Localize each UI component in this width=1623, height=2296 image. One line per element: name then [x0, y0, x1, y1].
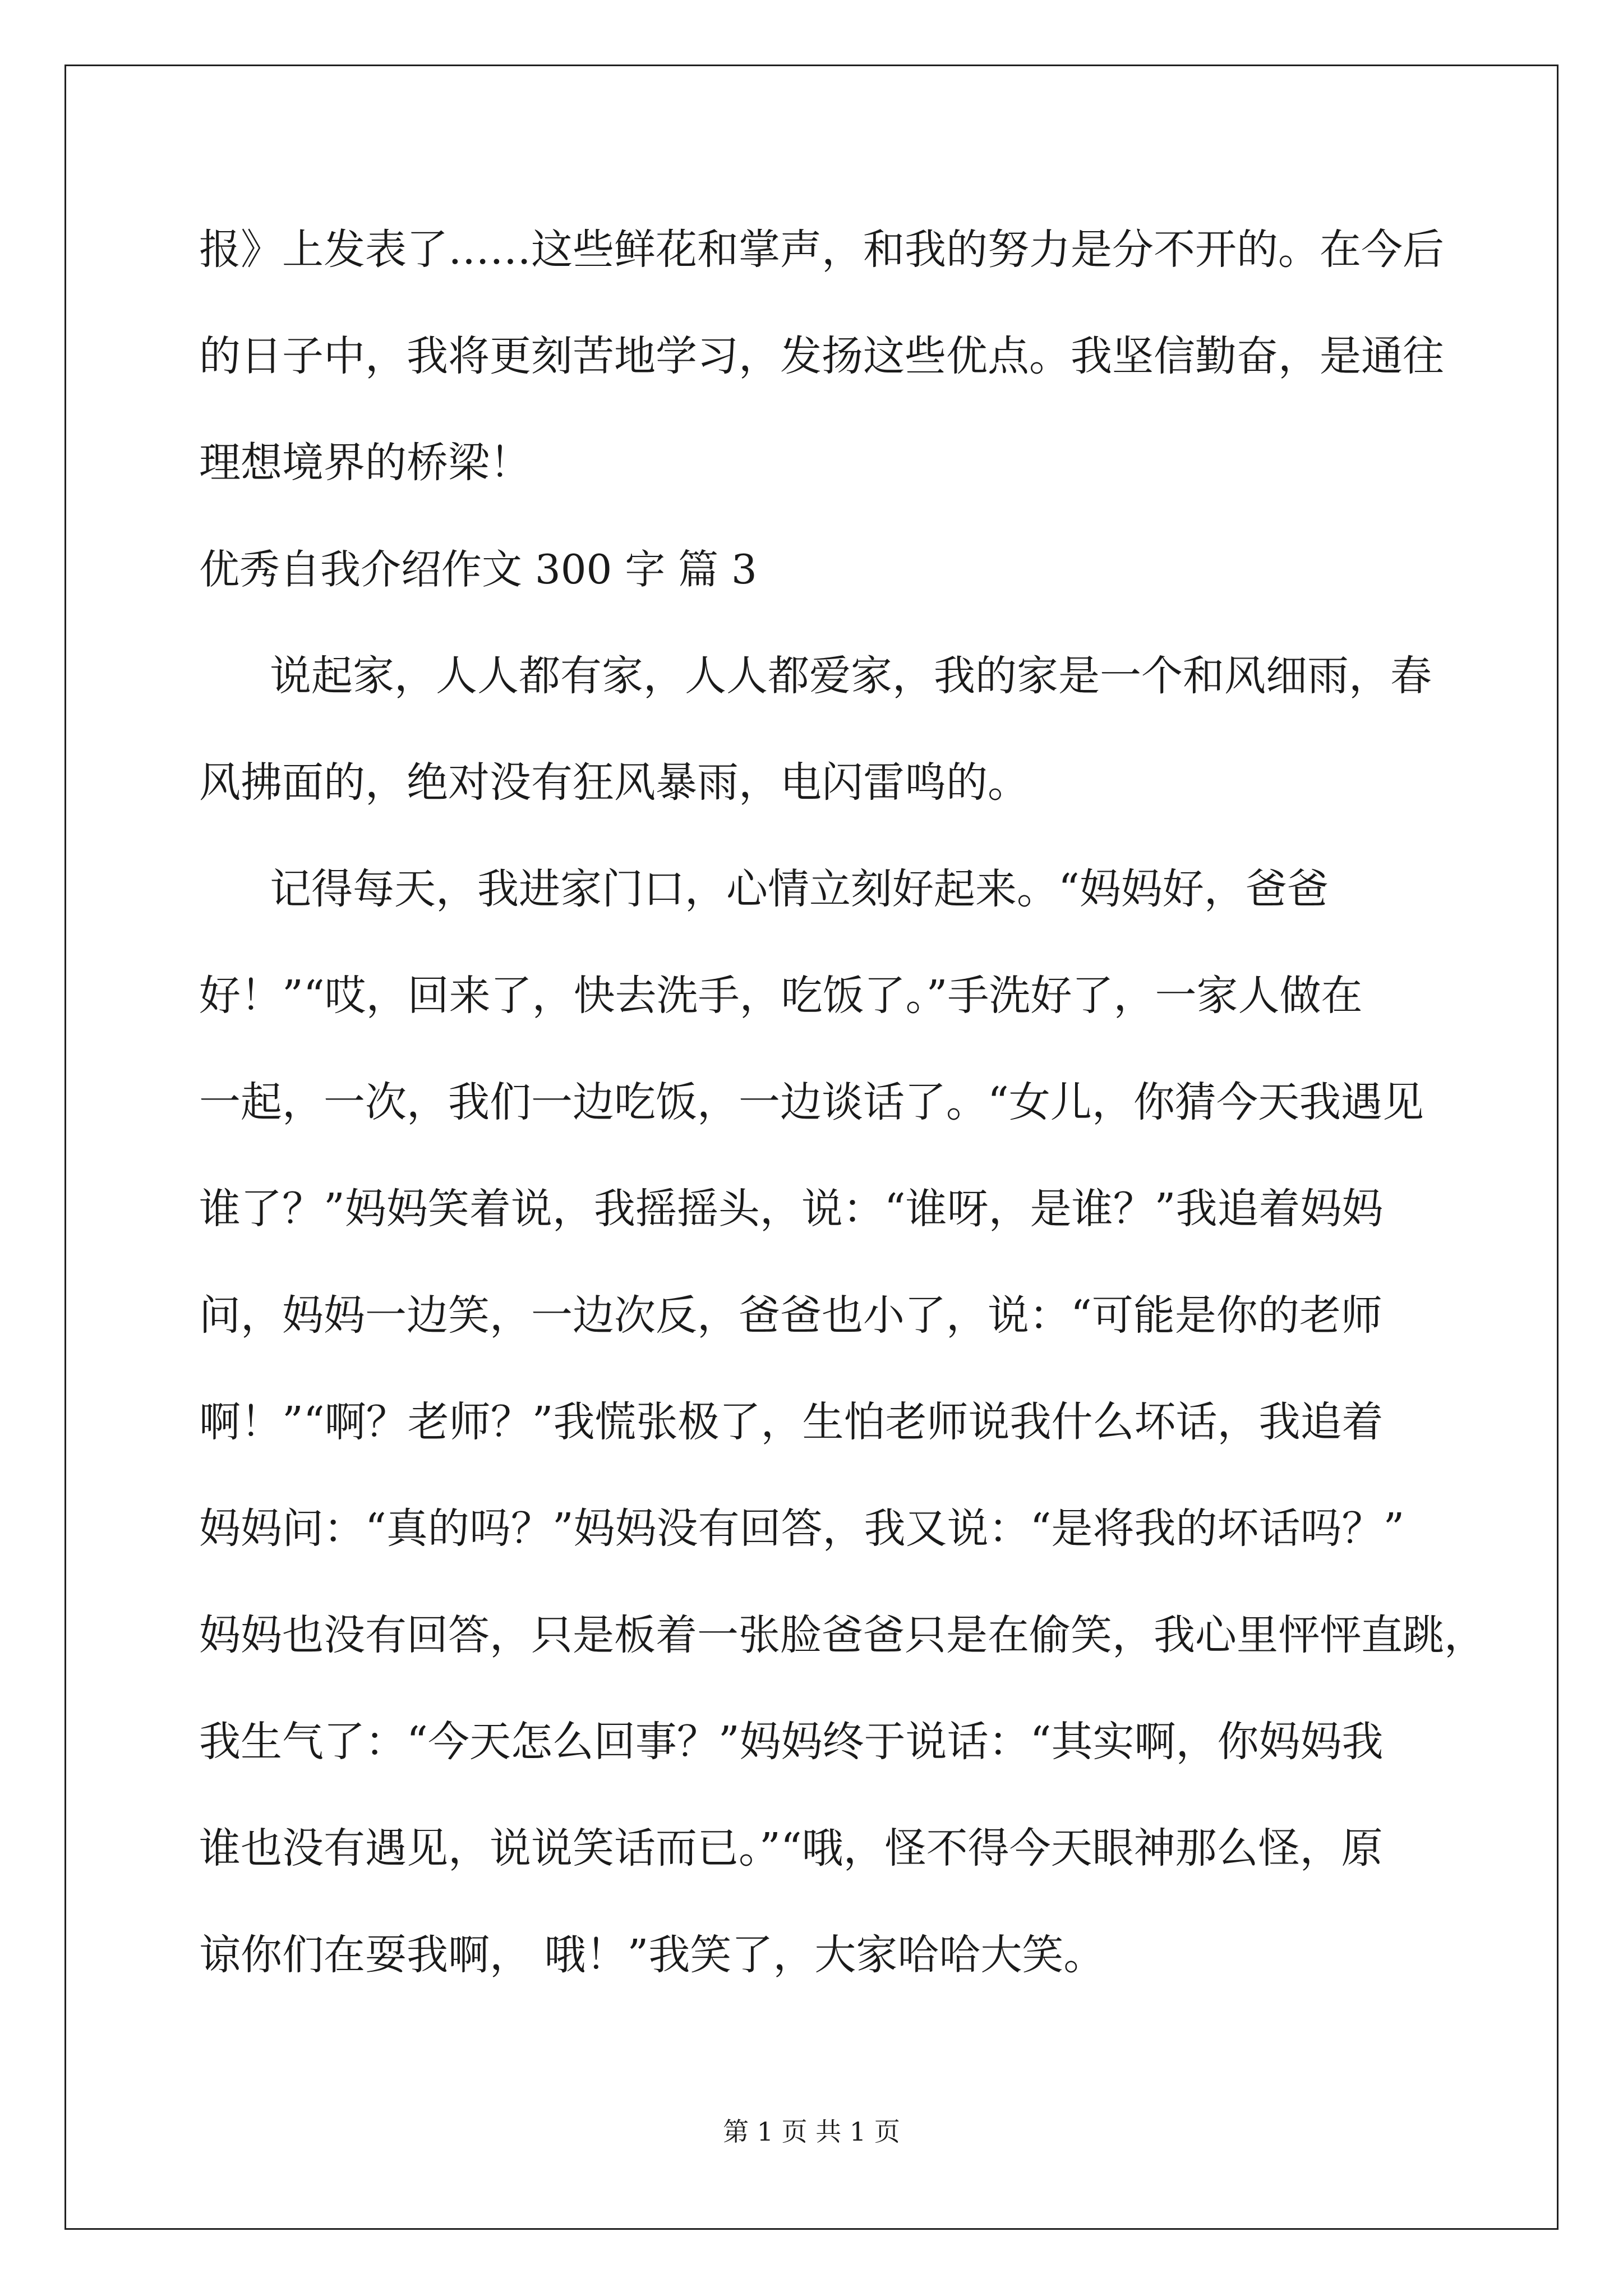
paragraph-3-line-9: 我生气了：“今天怎么回事？”妈妈终于说话：“其实啊，你妈妈我: [199, 1718, 1384, 1766]
paragraph-3-line-4: 谁了？”妈妈笑着说，我摇摇头，说：“谁呀，是谁？”我追着妈妈: [199, 1185, 1384, 1233]
paragraph-1-line-2: 的日子中，我将更刻苦地学习，发扬这些优点。我坚信勤奋，是通往: [199, 332, 1444, 380]
paragraph-3-line-8: 妈妈也没有回答，只是板着一张脸爸爸只是在偷笑，我心里怦怦直跳，: [199, 1611, 1486, 1659]
paragraph-3-line-10: 谁也没有遇见，说说笑话而已。”“哦，怪不得今天眼神那么怪，原: [199, 1824, 1383, 1872]
paragraph-3-line-6: 啊！”“啊？老师？”我慌张极了，生怕老师说我什么坏话，我追着: [199, 1398, 1384, 1446]
paragraph-3-line-3: 一起，一次，我们一边吃饭，一边谈话了。“女儿，你猜今天我遇见: [199, 1078, 1424, 1126]
paragraph-3-line-5: 问，妈妈一边笑，一边次反，爸爸也小了，说：“可能是你的老师: [199, 1291, 1382, 1340]
paragraph-3-line-7: 妈妈问：“真的吗？”妈妈没有回答，我又说：“是将我的坏话吗？”: [199, 1504, 1405, 1553]
section-heading: 优秀自我介绍作文 300 字 篇 3: [199, 546, 757, 593]
paragraph-3-line-11: 谅你们在耍我啊， 哦！”我笑了，大家哈哈大笑。: [199, 1931, 1105, 1979]
page-footer: 第 1 页 共 1 页: [723, 2116, 900, 2147]
paragraph-2-line-2: 风拂面的，绝对没有狂风暴雨，电闪雷鸣的。: [199, 758, 1029, 807]
paragraph-1-line-1: 报》上发表了……这些鲜花和掌声，和我的努力是分不开的。在今后: [199, 226, 1444, 274]
paragraph-3-line-1: 记得每天，我进家门口，心情立刻好起来。“妈妈好，爸爸: [270, 865, 1329, 913]
paragraph-2-line-1: 说起家，人人都有家，人人都爱家，我的家是一个和风细雨，春: [270, 652, 1432, 700]
paragraph-1-line-3: 理想境界的桥梁！: [199, 439, 531, 487]
document-body: [199, 216, 1486, 2028]
paragraph-3-line-2: 好！”“哎，回来了，快去洗手，吃饭了。”手洗好了，一家人做在: [199, 972, 1363, 1020]
